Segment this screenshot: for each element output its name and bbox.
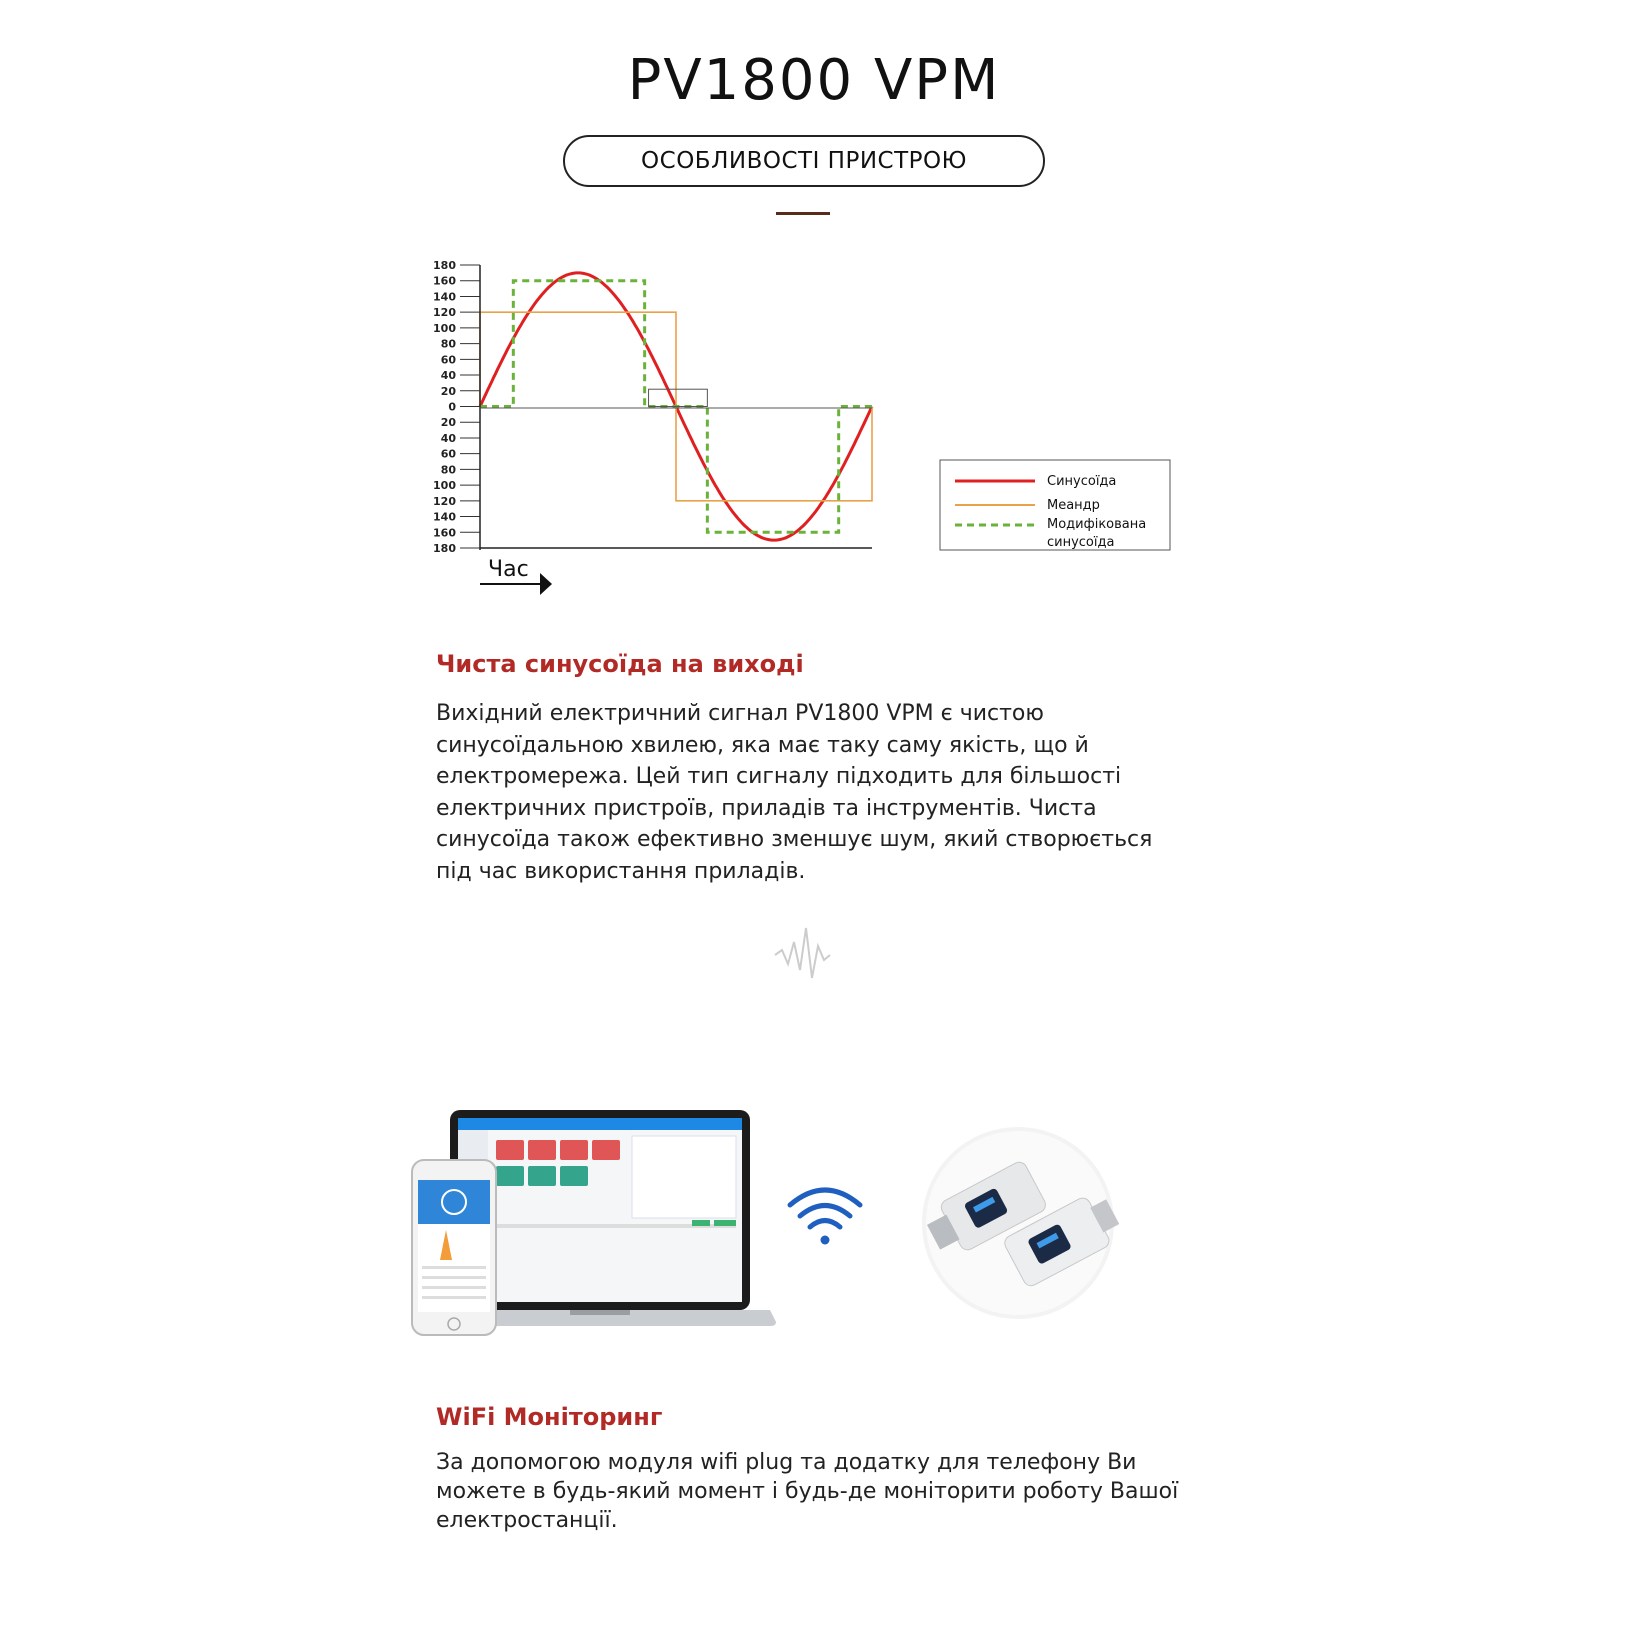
body-line: синусоїда також ефективно зменшує шум, який створюється bbox=[436, 827, 1153, 852]
legend-label-sine: Синусоїда bbox=[1047, 474, 1117, 489]
body-line: синусоїдальною хвилею, яка має таку саму якість, що й bbox=[436, 732, 1089, 758]
legend-label-modified: Модифікована синусоїда bbox=[1047, 517, 1147, 550]
y-axis bbox=[433, 259, 480, 555]
body-line: електричних пристроїв, приладів та інструментів. Чиста bbox=[436, 795, 1097, 821]
y-tick-label: 20 bbox=[440, 416, 456, 430]
features-badge: ОСОБЛИВОСТІ ПРИСТРОЮ bbox=[563, 135, 1045, 187]
y-tick-label: 120 bbox=[433, 306, 456, 320]
section-body-wifi bbox=[436, 1448, 1236, 1535]
page-title: PV1800 VPM bbox=[627, 48, 1001, 113]
section-heading-wifi: WiFi Моніторинг bbox=[436, 1403, 663, 1431]
y-tick-label: 140 bbox=[433, 510, 456, 524]
legend-label-square: Меандр bbox=[1047, 498, 1100, 513]
section-heading-pure-sine: Чиста синусоїда на виході bbox=[436, 650, 804, 678]
y-tick-label: 100 bbox=[433, 479, 456, 493]
wifi-monitoring-illustration bbox=[400, 1100, 1180, 1350]
y-tick-label: 80 bbox=[440, 337, 456, 351]
x-axis-label: Час bbox=[488, 557, 529, 582]
wifi-plug-icon bbox=[921, 1127, 1126, 1319]
y-tick-label: 80 bbox=[440, 463, 456, 477]
heartbeat-divider-icon bbox=[470, 920, 1130, 990]
y-tick-label: 40 bbox=[440, 369, 456, 383]
y-tick-label: 60 bbox=[440, 353, 456, 367]
waveform-chart bbox=[420, 250, 1180, 610]
y-tick-label: 160 bbox=[433, 526, 456, 540]
wifi-dot bbox=[821, 1236, 830, 1245]
y-tick-label: 160 bbox=[433, 274, 456, 288]
body-line: електромережа. Цей тип сигналу підходить для більшості bbox=[436, 764, 1122, 789]
body-line: під час використання приладів. bbox=[436, 858, 806, 884]
y-tick-label: 100 bbox=[433, 321, 456, 335]
body-line: можете в будь-який момент і будь-де моніторити роботу Вашої bbox=[436, 1479, 1179, 1504]
smartphone-icon bbox=[412, 1160, 496, 1335]
y-tick-label: 0 bbox=[448, 400, 456, 414]
y-tick-label: 40 bbox=[440, 431, 456, 445]
y-tick-label: 140 bbox=[433, 290, 456, 304]
y-tick-label: 60 bbox=[440, 447, 456, 461]
crossing-marker bbox=[649, 389, 708, 406]
y-tick-label: 180 bbox=[433, 259, 456, 272]
y-tick-label: 20 bbox=[440, 384, 456, 398]
y-tick-label: 120 bbox=[433, 494, 456, 508]
wifi-icon bbox=[790, 1190, 860, 1227]
body-line: електростанції. bbox=[436, 1508, 618, 1533]
body-line: За допомогою модуля wifi plug та додатку для телефону Ви bbox=[436, 1450, 1137, 1475]
chart-series bbox=[480, 273, 872, 540]
body-line: Вихідний електричний сигнал PV1800 VPM є чистою bbox=[436, 701, 1044, 726]
y-tick-label: 180 bbox=[433, 542, 456, 555]
accent-divider bbox=[776, 212, 830, 215]
chart-legend bbox=[940, 460, 1170, 550]
axes bbox=[480, 265, 872, 550]
section-body-pure-sine bbox=[436, 698, 1196, 887]
